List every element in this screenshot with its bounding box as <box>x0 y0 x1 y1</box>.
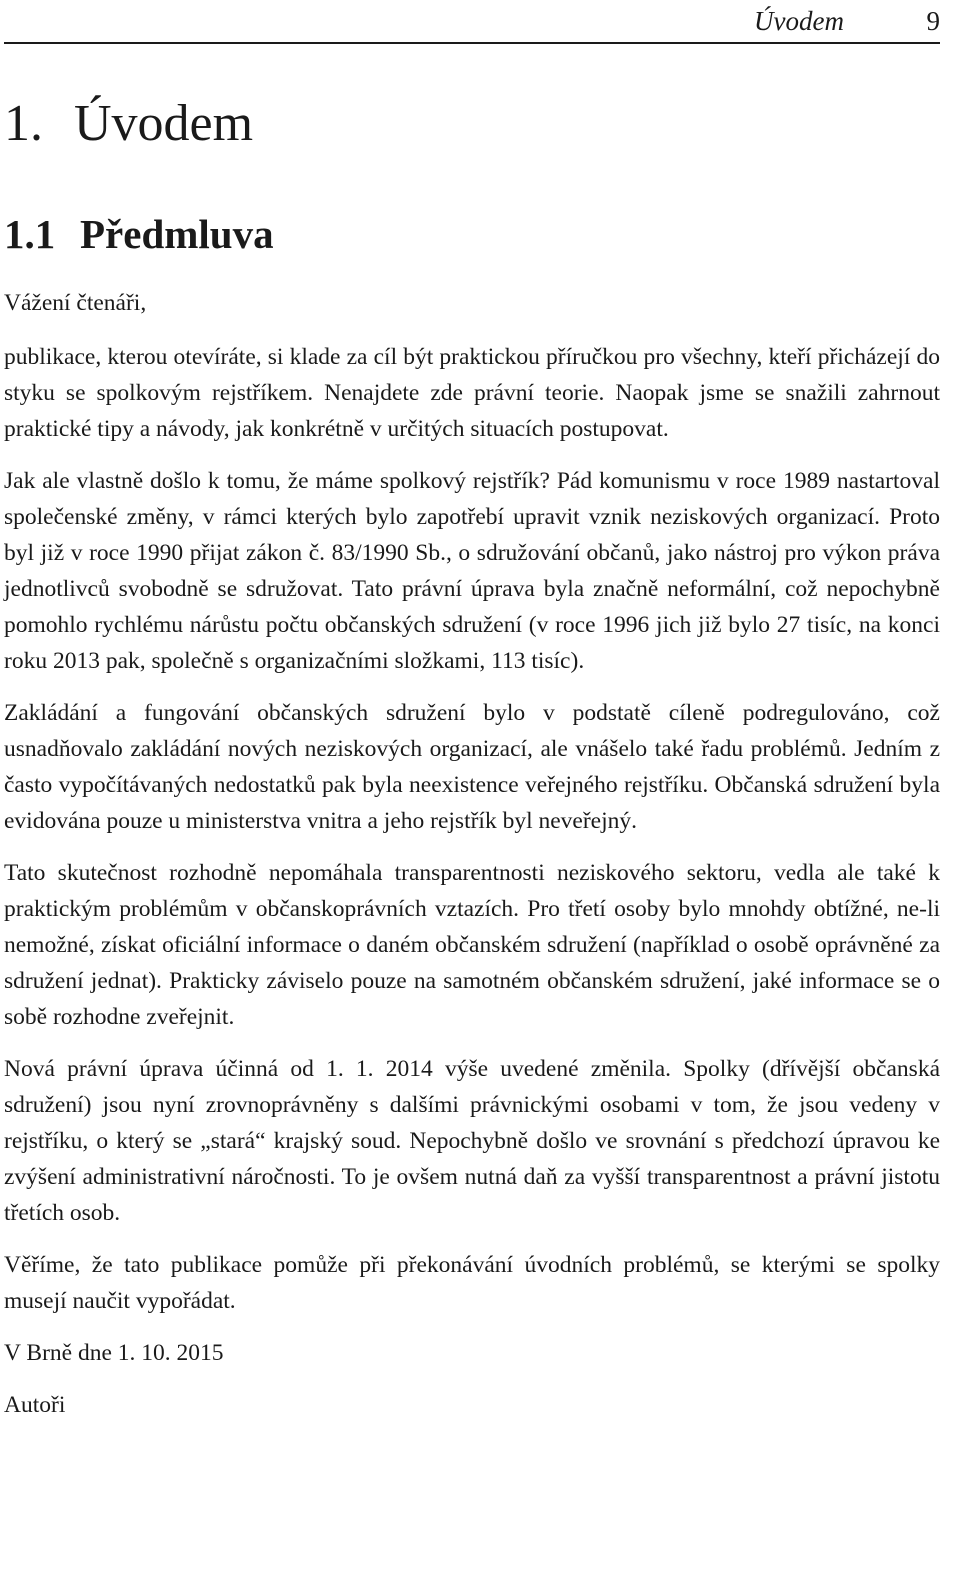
chapter-heading <box>4 92 253 156</box>
running-title: Úvodem <box>754 6 844 36</box>
place-date: V Brně dne 1. 10. 2015 <box>4 1340 224 1366</box>
paragraph: Zakládání a fungování občanských sdružení bylo v podstatě cíleně podregulováno, což usnadňovalo zakládání nových neziskových organizací, ale vnášelo také řadu problémů. Jedním z často vypočítávaných nedostatků pak byla neexistence veřejného rejstříku. Občanská sdružení byla evidována pouze u ministerstva vnitra a jeho rejstřík byl neveřejný. <box>4 700 940 834</box>
paragraph: Nová právní úprava účinná od 1. 1. 2014 výše uvedené změnila. Spolky (dřívější občanská sdružení) jsou nyní zrovnoprávněny s dalšími právnickými osobami v tom, že jsou vedeny v rejstříku, o který se „stará“ krajský soud. Nepochybně došlo ve srovnání s předchozí úpravou ke zvýšení administrativní náročnosti. To je ovšem nutná daň za vyšší transparentnost a právní jistotu třetích osob. <box>4 1056 940 1226</box>
running-header <box>4 0 940 44</box>
paragraph: Jak ale vlastně došlo k tomu, že máme spolkový rejstřík? Pád komunismu v roce 1989 nastartoval společenské změny, v rámci kterých bylo zapotřebí upravit vznik neziskových organizací. Proto byl již v roce 1990 přijat zákon č. 83/1990 Sb., o sdružování občanů, jako nástroj pro výkon práva jednotlivců svobodně se sdružovat. Tato právní úprava byla značně neformální, což nepochybně pomohlo rychlému nárůstu počtu občanských sdružení (v roce 1996 jich již bylo 27 tisíc, na konci roku 2013 pak, společně s organizačními složkami, 113 tisíc). <box>4 468 940 674</box>
paragraph: publikace, kterou otevíráte, si klade za cíl být praktickou příručkou pro všechny, kteří přicházejí do styku se spolkovým rejstříkem. Nenajdete zde právní teorie. Naopak jsme se snažili zahrnout praktické tipy a návody, jak konkrétně v určitých situacích postupovat. <box>4 344 940 442</box>
section-heading <box>4 208 274 260</box>
paragraph: Tato skutečnost rozhodně nepomáhala transparentnosti neziskového sektoru, vedla ale také k praktickým problémům v občanskoprávních vztazích. Pro třetí osoby bylo mnohdy obtížné, ne-li nemožné, získat oficiální informace o daném občanském sdružení (například o osobě oprávněné za sdružení jednat). Prakticky záviselo pouze na samotném občanském sdružení, jaké informace se o sobě rozhodne zveřejnit. <box>4 860 940 1030</box>
signature: Autoři <box>4 1392 66 1418</box>
section-title: Předmluva <box>80 211 274 257</box>
chapter-number: 1. <box>4 95 43 152</box>
page-number: 9 <box>926 6 940 36</box>
section-number: 1.1 <box>4 211 56 257</box>
chapter-title: Úvodem <box>74 95 254 152</box>
salutation: Vážení čtenáři, <box>4 290 147 316</box>
paragraph: Věříme, že tato publikace pomůže při překonávání úvodních problémů, se kterými se spolky musejí naučit vypořádat. <box>4 1252 940 1314</box>
body-text <box>4 285 940 1423</box>
